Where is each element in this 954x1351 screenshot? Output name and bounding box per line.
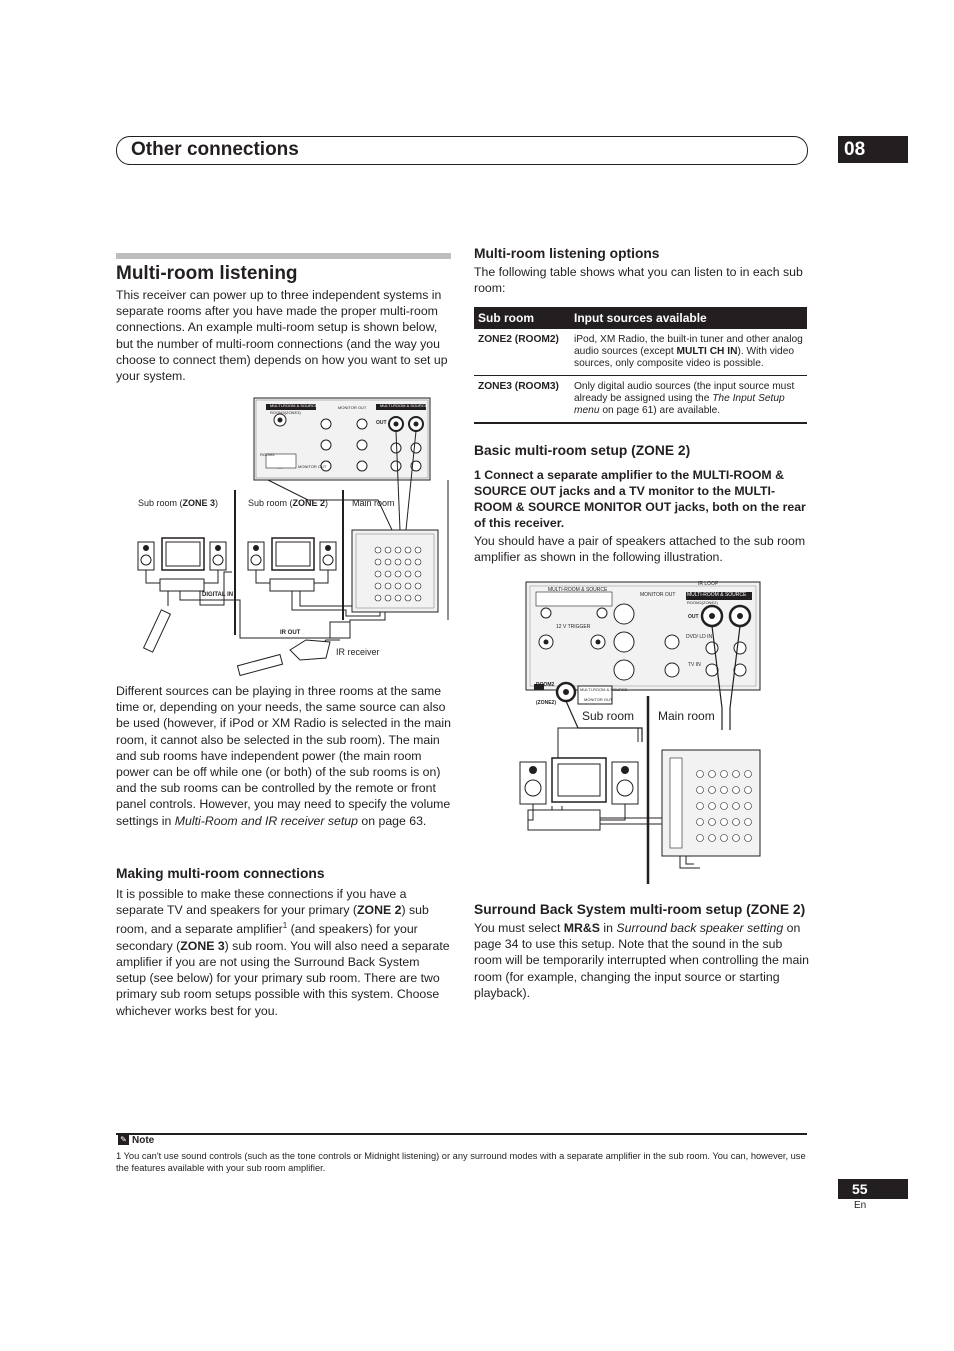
chapter-title: Other connections <box>131 139 299 160</box>
table-cell-sources <box>570 376 807 424</box>
intro-paragraph: This receiver can power up to three independent systems in separate rooms after you have made the proper multi-room connections. An example multi-room setup is shown below, but the number of multi-room connections (and the way you choose to connect them) depends on how you want to set up your system. <box>116 288 448 384</box>
panel2-label-9: ROOM2 <box>536 682 555 688</box>
zone2-label <box>248 498 328 508</box>
options-heading: Multi-room listening options <box>474 246 660 261</box>
zone2-label-suffix: ) <box>325 498 329 508</box>
making-zone2: ZONE 2 <box>357 903 402 918</box>
panel-label-5: ROOM2 <box>260 452 275 457</box>
panel2-label-7: DVD/ LD IN <box>686 634 713 640</box>
sb-bold: MR&S <box>563 921 600 935</box>
note-label: Note <box>132 1135 155 1146</box>
sources-paragraph-a: Different sources can be playing in three rooms at the same time or, depending on your needs, the same source can also be used (however, if iPod or XM Radio is selected in the main room, it cannot also be selected in the sub room). The main and sub rooms have independent power (the main room power can be off while one (or both) of the sub rooms is on) and the sub rooms can be controlled by the remote or front panel controls. However, you may need to specify the volume settings in <box>116 684 451 828</box>
making-d: ) sub room. You will also need a separate amplifier if you are not using the Surround Back System setup (see below) for your primary sub room. There are two primary sub room setups possible with this system. Choose whichever works best for you. <box>116 938 450 1018</box>
sb-text-a: You must select <box>474 921 564 935</box>
making-zone3: ZONE 3 <box>180 938 225 953</box>
row1-text-a: iPod, XM Radio, the built-in tuner and other analog audio sources (except <box>574 334 803 357</box>
making-a: It is possible to make these connections if you have a separate TV and speakers for your primary ( <box>116 887 407 918</box>
sb-italic: Surround back speaker setting <box>616 921 784 935</box>
panel2-label-1: MULTI-ROOM & SOURCE <box>548 587 608 593</box>
sb-text-b: in <box>600 921 617 935</box>
panel2-label-4: ROOM2(ZONE2) <box>687 600 718 605</box>
sources-paragraph-italic: Multi-Room and IR receiver setup <box>174 813 358 828</box>
panel2-label-13: IR LOOP <box>698 581 719 587</box>
zone3-label-zone: ZONE 3 <box>182 498 216 508</box>
panel2-label-11: MULTI-ROOM & SOURCE <box>580 687 628 692</box>
section-title: Multi-room listening <box>116 263 298 284</box>
row2-text-b: on page 61) are available. <box>599 405 721 416</box>
making-connections-paragraph <box>116 886 452 1019</box>
table-cell-room: ZONE3 (ROOM3) <box>474 376 570 424</box>
row2-italic: The Input Setup menu <box>574 393 785 416</box>
table-header-sub-room: Sub room <box>474 307 570 329</box>
panel-label-3: MONITOR OUT <box>338 405 367 410</box>
zone2-label-prefix: Sub room ( <box>248 498 293 508</box>
note-rule <box>116 1133 807 1135</box>
note-heading <box>118 1135 154 1146</box>
footnote-ref: 1 <box>282 921 288 931</box>
step-1: 1 Connect a separate amplifier to the MULTI-ROOM & SOURCE OUT jacks and a TV monitor to the MULTI-ROOM & SOURCE MONITOR OUT jacks, both on the rear of this receiver. <box>474 468 806 530</box>
sources-paragraph-b: on page 63. <box>357 813 427 828</box>
row1-text-b: ). With video sources, only composite video is possible. <box>574 346 795 369</box>
panel-label-7: OUT <box>376 420 387 426</box>
digital-in-label: DIGITAL IN <box>202 592 234 598</box>
panel2-label-10: (ZONE2) <box>536 700 556 706</box>
surround-back-heading: Surround Back System multi-room setup (ZONE 2) <box>474 902 806 917</box>
ir-receiver-label: IR receiver <box>336 647 380 657</box>
surround-back-paragraph <box>474 920 810 1001</box>
main-room-label: Main room <box>658 709 715 723</box>
zone2-setup-diagram <box>490 578 770 884</box>
row1-bold: MULTI CH IN <box>676 346 738 357</box>
chapter-number: 08 <box>838 136 908 163</box>
panel-label-4: MULTI-ROOM & SOURCE <box>380 403 428 408</box>
step-1-body: You should have a pair of speakers attached to the sub room amplifier as shown in the following illustration. <box>474 534 806 565</box>
sub-room-label: Sub room <box>582 709 635 723</box>
panel2-label-6: 12 V TRIGGER <box>556 624 591 630</box>
basic-setup-heading: Basic multi-room setup (ZONE 2) <box>474 443 691 458</box>
multi-room-diagram-art <box>130 390 450 680</box>
panel2-label-5: OUT <box>688 614 699 620</box>
zone2-label-zone: ZONE 2 <box>292 498 326 508</box>
table-cell-sources <box>570 329 807 376</box>
ir-out-label: IR OUT <box>280 630 301 636</box>
panel-label-2: ROOM3(ZONE3) <box>270 410 301 415</box>
panel2-label-8: TV IN <box>688 662 701 668</box>
section-rule <box>116 253 451 259</box>
panel2-label-2: MONITOR OUT <box>640 592 676 598</box>
multi-room-diagram <box>130 390 450 680</box>
making-b: ) sub room, and a separate amplifier <box>116 903 429 937</box>
panel2-label-3: MULTI-ROOM & SOURCE <box>687 592 747 598</box>
main-room-label: Main room <box>352 498 395 508</box>
panel-label-1: MULTI-ROOM & SOURCE <box>270 403 318 408</box>
panel-label-6: MONITOR OUT <box>298 464 327 469</box>
options-intro: The following table shows what you can listen to in each sub room: <box>474 265 803 296</box>
panel2-label-12: MONITOR OUT <box>584 697 613 702</box>
sources-paragraph <box>116 683 452 829</box>
note-icon: ✎ <box>118 1135 129 1145</box>
table-cell-room: ZONE2 (ROOM2) <box>474 329 570 376</box>
footnote-text: 1 You can't use sound controls (such as the tone controls or Midnight listening) or any surround modes with a separate amplifier in the sub room. You can, however, use the features available with your sub room amplifier. <box>116 1151 806 1173</box>
page-language: En <box>854 1200 867 1211</box>
table-header-sources: Input sources available <box>570 307 807 329</box>
zone3-label <box>138 498 218 508</box>
zone3-label-prefix: Sub room ( <box>138 498 183 508</box>
chapter-header <box>116 136 808 165</box>
table-header-row <box>474 307 807 329</box>
page-number: 55 <box>838 1179 908 1199</box>
making-c: (and speakers) for your secondary ( <box>116 922 418 953</box>
zone2-setup-diagram-art <box>490 578 770 884</box>
zone3-label-suffix: ) <box>215 498 219 508</box>
sb-text-c: on page 34 to use this setup. Note that the sound in the sub room will be temporarily interrupted when controlling the main room (for example, changing the input source or starting playback). <box>474 921 809 1000</box>
table-row <box>474 376 807 424</box>
row2-text-a: Only digital audio sources (the input source must already be assigned using the <box>574 381 795 404</box>
table-row <box>474 329 807 376</box>
input-sources-table <box>474 307 807 424</box>
making-connections-heading: Making multi-room connections <box>116 866 325 881</box>
